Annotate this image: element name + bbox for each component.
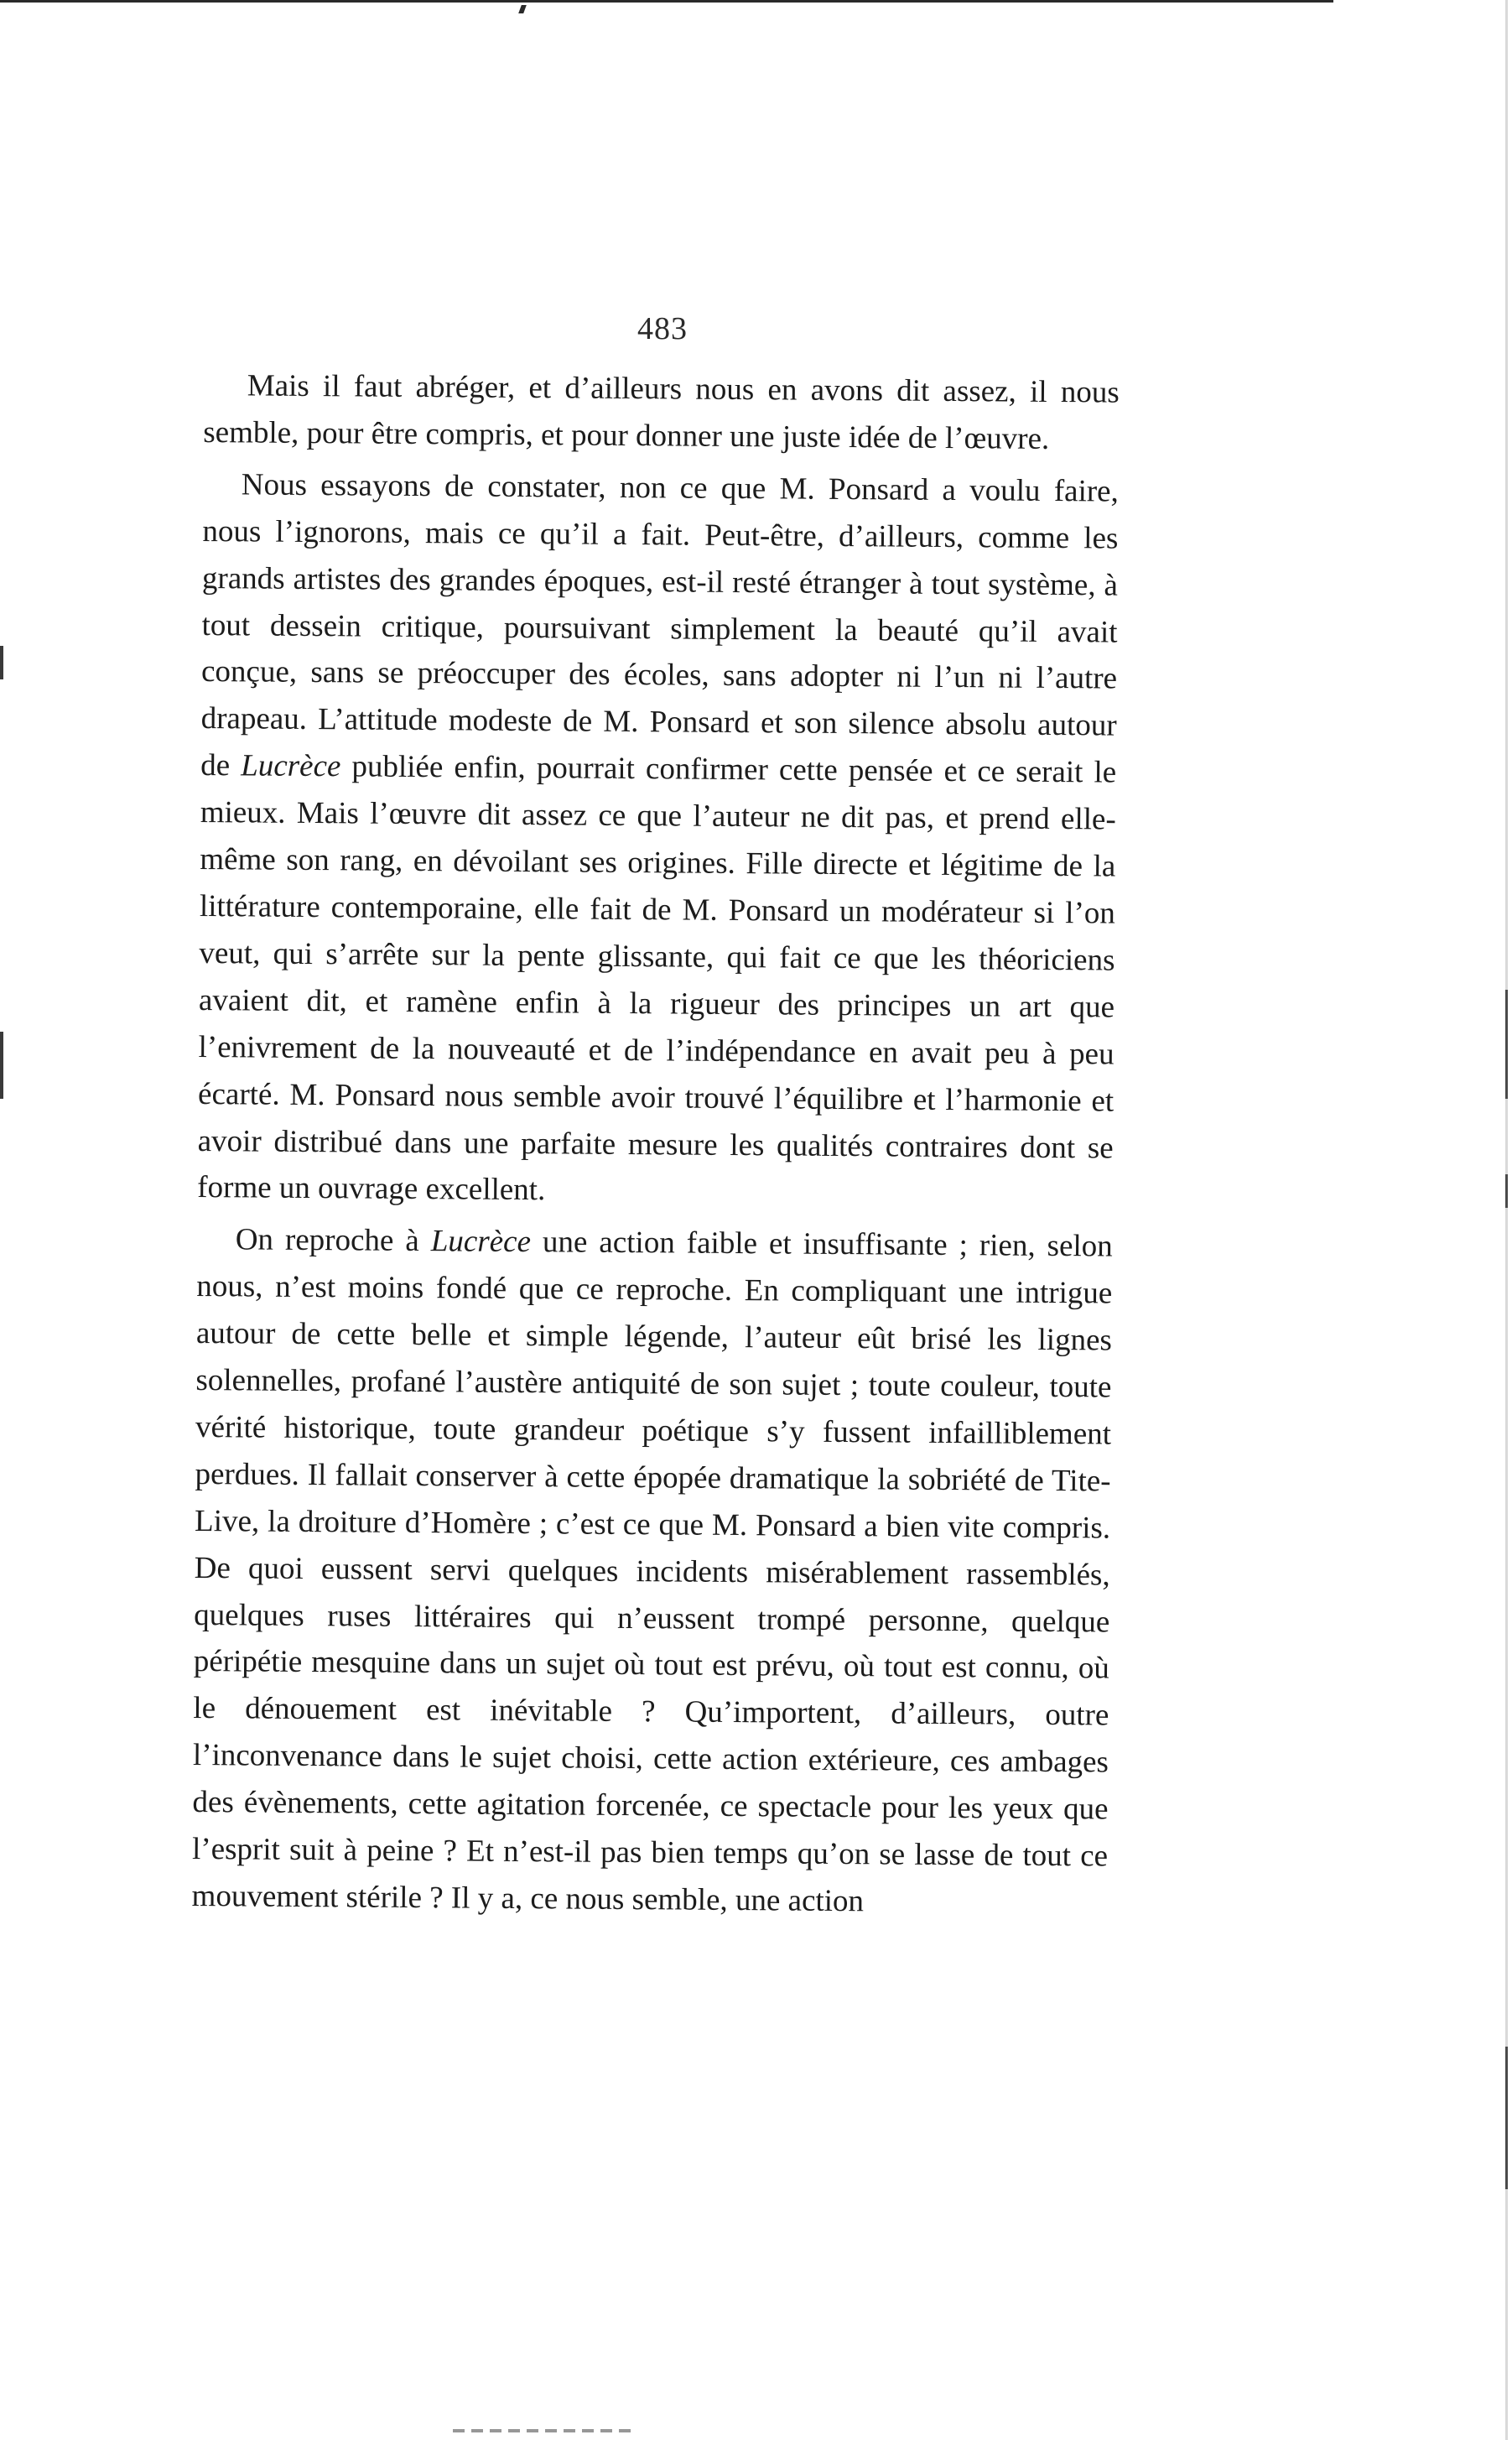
text-segment: publiée enfin, pourrait confirmer cette pensée et ce serait le mieux. Mais l’œuvre dit assez ce que l’auteur ne dit pas, et prend elle-même son rang, en dévoilant ses origines. Fille directe et légitime de la littérature contemporaine, elle fait de M. Ponsard un modérateur si l’on veut, qui s’arrête sur la pente glissante, qui fait ce que les théoriciens avaient dit, et ramène enfin à la rigueur des principes un art que l’enivrement de la nouveauté et de l’indépendance en avait peu à peu écarté. M. Ponsard nous semble avoir trouvé l’équilibre et l’harmonie et avoir distribué dans une parfaite mesure les qualités contraires dont se forme un ouvrage excellent.	[197, 749, 1117, 1208]
text-segment: Nous essayons de constater, non ce que M. Ponsard a voulu faire, nous l’ignorons, mais ce qu’il a fait. Peut-être, d’ailleurs, comme les grands artistes des grandes époques, est-il resté étranger à tout système, à tout dessein critique, poursuivant simplement la beauté qu’il avait conçue, sans se préoccuper des écoles, sans adopter ni l’un ni l’autre drapeau. L’attitude modeste de M. Ponsard et son silence absolu autour de	[200, 467, 1119, 783]
top-scan-rule	[0, 0, 1333, 3]
top-scan-mark	[518, 5, 527, 13]
left-edge-tick	[0, 646, 3, 679]
text-segment: Mais il faut abréger, et d’ailleurs nous en avons dit assez, il nous semble, pour être compris, et pour donner une juste idée de l’œuvre.	[203, 368, 1120, 456]
work-title: Lucrèce	[241, 748, 341, 784]
paragraph-1	[203, 362, 1120, 463]
right-edge-tick	[1505, 2047, 1508, 2189]
work-title: Lucrèce	[430, 1224, 532, 1260]
right-edge-tick	[1505, 990, 1508, 1099]
page-number: 483	[637, 311, 688, 346]
right-edge-tick	[1505, 1174, 1508, 1208]
paragraph-3	[191, 1216, 1113, 1927]
text-segment: On reproche à	[235, 1222, 431, 1259]
text-segment: une action faible et insuffisante ; rien, selon nous, n’est moins fondé que ce reproche. En compliquant une intrigue autour de cette belle et simple légende, l’auteur eût brisé les lignes solennelles, profané l’austère antiquité de son sujet ; toute couleur, toute vérité historique, toute grandeur poétique s’y fussent infailliblement perdues. Il fallait conserver à cette épopée dramatique la sobriété de Tite-Live, la droiture d’Homère ; c’est ce que M. Ponsard a bien vite compris. De quoi eussent servi quelques incidents misérablement rassemblés, quelques ruses littéraires qui n’eussent trompé personne, quelque péripétie mesquine dans un sujet où tout est prévu, où tout est connu, où le dénouement est inévitable ? Qu’importent, d’ailleurs, outre l’inconvenance dans le sujet choisi, cette action extérieure, ces ambages des évènements, cette agitation forcenée, ce spectacle pour les yeux que l’esprit suit à peine ? Et n’est-il pas bien temps qu’on se lasse de tout ce mouvement stérile ? Il y a, ce nous semble, une action	[191, 1225, 1113, 1919]
footer-scan-mark	[453, 2429, 637, 2432]
left-edge-tick	[0, 1032, 3, 1099]
paragraph-2	[197, 461, 1119, 1219]
body-text	[191, 362, 1120, 1932]
